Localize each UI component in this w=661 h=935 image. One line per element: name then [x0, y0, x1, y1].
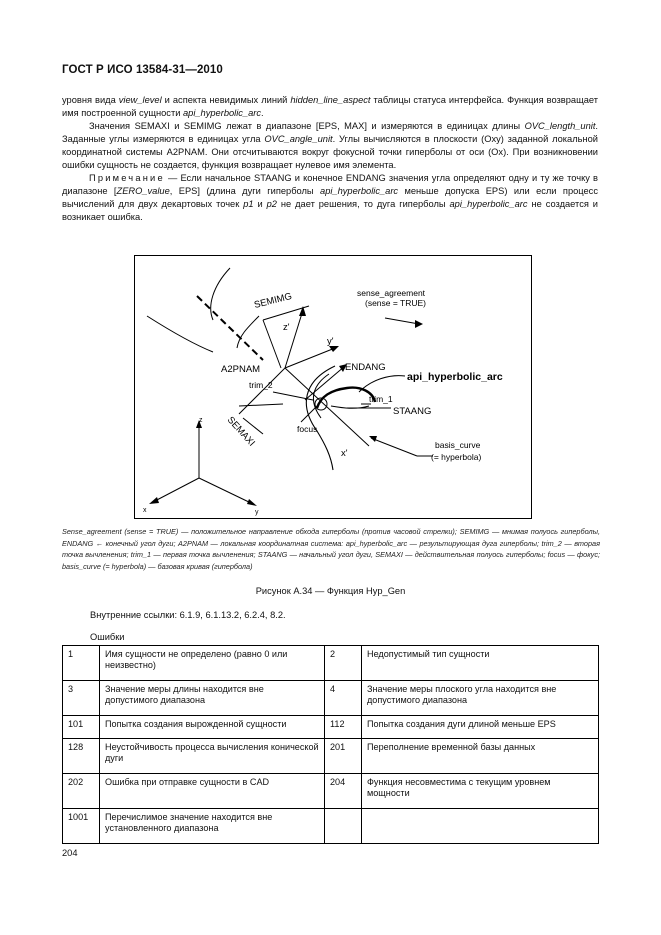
note-paragraph: Примечание — Если начальное STAANG и конечное ENDANG значения угла определяют одну и ту же точку в диапазоне [ZERO_value, EPS] (длина дуги гиперболы api_hyperbolic_arc меньше допуска EPS) или если процесс вычислений для двух декартовых точек p1 и p2 не дает решения, то дуга гиперболы api_hyperbolic_arc не создается и возникает ошибка.: [62, 173, 598, 222]
label-a2pnam: A2PNAM: [221, 364, 261, 375]
table-row: [63, 774, 599, 809]
table-row: [63, 809, 599, 844]
label-hyperbola: (= hyperbola): [431, 452, 482, 462]
figure-caption: Sense_agreement (sense = TRUE) — положительное направление обхода гиперболы (против часовой стрелки); SEMIMG — мнимая полуось гиперболы, ENDANG ← конечный угол дуги; A2PNAM — локальная координатная система: api_hyperbolic_arc — результирующая дуга гиперболы; trim_2 — вторая точка вычленения; trim_1 — первая точка вычленения; STAANG — начальный угол дуги, SEMAXI — действительная полуось гиперболы; focus — фокус; basis_curve (= hyperbola) — базовая кривая (гипербола): [62, 527, 600, 571]
global-y-axis: [199, 478, 253, 504]
table-row: [63, 716, 599, 739]
figure-title: Рисунок А.34 — Функция Hyp_Gen: [255, 586, 406, 596]
label-z-prime: z': [283, 322, 290, 333]
basis-leader: [371, 438, 417, 456]
figure-hyp-gen: [134, 255, 532, 519]
error-code: 201: [325, 739, 362, 774]
error-text: Ошибка при отправке сущности в CAD: [100, 774, 325, 809]
error-code: [325, 809, 362, 844]
error-text: Значение меры плоского угла находится вне допустимого диапазона: [362, 681, 599, 716]
label-trim-2: trim_2: [249, 380, 273, 390]
table-row: [63, 739, 599, 774]
error-code: 101: [63, 716, 100, 739]
error-text: Имя сущности не определено (равно 0 или неизвестно): [100, 646, 325, 681]
hyperbola-left-lower: [147, 316, 213, 352]
sense-arrow: [385, 318, 419, 324]
paragraph-1: уровня вида view_level и аспекта невидимых линий hidden_line_aspect таблицы статуса интерфейса. Функция возвращает имя построенной сущности api_hyperbolic_arc.: [62, 95, 599, 118]
error-text: Попытка создания дуги длиной меньше EPS: [362, 716, 599, 739]
basis-arrowhead: [369, 436, 377, 442]
error-code: 1: [63, 646, 100, 681]
z-prime-axis: [285, 310, 303, 368]
errors-table: [62, 645, 599, 844]
label-sense-true: (sense = TRUE): [365, 298, 427, 308]
error-code: 3: [63, 681, 100, 716]
error-text: Значение меры длины находится вне допустимого диапазона: [100, 681, 325, 716]
y-prime-axis: [285, 348, 335, 368]
error-text: Переполнение временной базы данных: [362, 739, 599, 774]
error-code: 202: [63, 774, 100, 809]
page-number: 204: [62, 848, 78, 858]
label-staang: STAANG: [393, 406, 432, 417]
x-prime-axis: [285, 368, 369, 446]
paragraph-2: Значения SEMAXI и SEMIMG лежат в диапазоне [EPS, MAX] и измеряются в единицах длины OVC_length_unit. Заданные углы измеряются в единицах угла OVC_angle_unit. Углы вычисляются в плоскости (Oxy) заданной локальной координатной системы A2PNAM. Они отсчитываются вокруг фокусной точки гиперболы от оси (Ox). При возникновении ошибки сущность не создается, функция возвращает нулевое имя элемента.: [62, 121, 598, 170]
figure-diagram: [135, 256, 531, 518]
error-text: Перечислимое значение находится вне установленного диапазона: [100, 809, 325, 844]
label-global-x: x: [143, 507, 147, 514]
error-text: Недопустимый тип сущности: [362, 646, 599, 681]
hyperbola-upper-curve: [237, 316, 259, 348]
page-header: ГОСТ Р ИСО 13584-31—2010: [62, 64, 223, 76]
global-x-axis: [153, 478, 199, 502]
semaxi-dim: [239, 404, 283, 406]
error-code: 1001: [63, 809, 100, 844]
error-text: Попытка создания вырожденной сущности: [100, 716, 325, 739]
label-api-hyperbolic-arc: api_hyperbolic_arc: [407, 371, 503, 383]
global-y-arrowhead: [247, 499, 257, 506]
label-semimg: SEMIMG: [253, 290, 294, 311]
label-trim-1: trim_1: [369, 394, 393, 404]
errors-label: Ошибки: [90, 632, 125, 642]
table-row: [63, 646, 599, 681]
label-global-y: y: [255, 509, 259, 516]
label-focus: focus: [297, 424, 318, 434]
label-sense-agreement: sense_agreement: [357, 288, 426, 298]
label-basis-curve: basis_curve: [435, 440, 481, 450]
error-text: Функция несовместима с текущим уровнем мощности: [362, 774, 599, 809]
table-row: [63, 681, 599, 716]
label-x-prime: x': [341, 448, 348, 459]
note-label: Примечание: [89, 173, 165, 183]
label-y-prime: y': [327, 336, 334, 347]
error-text: [362, 809, 599, 844]
error-code: 204: [325, 774, 362, 809]
api-hyperbolic-arc: [317, 388, 375, 408]
error-code: 2: [325, 646, 362, 681]
sense-arrowhead: [415, 320, 423, 328]
internal-references: Внутренние ссылки: 6.1.9, 6.1.13.2, 6.2.4, 8.2.: [90, 610, 286, 620]
error-text: Неустойчивость процесса вычисления конической дуги: [100, 739, 325, 774]
label-endang: ENDANG: [345, 362, 386, 373]
semimg-dim-1: [263, 320, 281, 368]
label-global-z: z: [199, 417, 203, 424]
error-code: 112: [325, 716, 362, 739]
body-text: [62, 94, 598, 224]
asymptote-dashed: [197, 296, 263, 360]
error-code: 4: [325, 681, 362, 716]
label-semaxi: SEMAXI: [224, 414, 257, 449]
global-x-arrowhead: [149, 497, 159, 504]
error-code: 128: [63, 739, 100, 774]
